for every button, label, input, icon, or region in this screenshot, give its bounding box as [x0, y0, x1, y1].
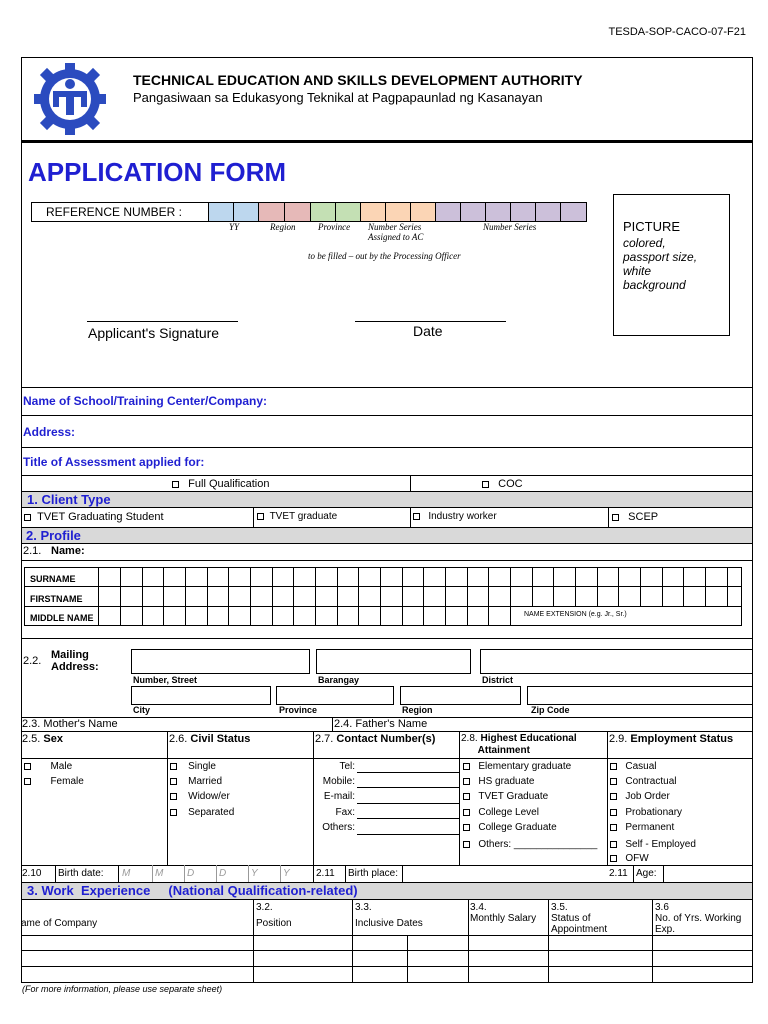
contact-fax-input[interactable]	[357, 818, 459, 819]
firstname-label: FIRSTNAME	[30, 594, 83, 604]
profile-title: 2. Profile	[26, 528, 81, 543]
address-zip-label: Zip Code	[531, 705, 570, 715]
work-col-salary-num: 3.4.	[470, 902, 487, 913]
name-grid-divider	[510, 606, 511, 626]
checkbox-icon[interactable]	[463, 793, 470, 800]
sex-female[interactable]	[24, 776, 84, 787]
contact-email-label: E-mail:	[323, 791, 355, 802]
divider	[167, 731, 168, 865]
checkbox-icon[interactable]	[170, 778, 177, 785]
client-industry-worker[interactable]	[413, 511, 497, 522]
contact-fax-label: Fax:	[335, 807, 355, 818]
divider	[24, 586, 742, 587]
birthplace-input[interactable]	[403, 866, 606, 881]
work-col-position: Position	[256, 918, 292, 929]
checkbox-icon[interactable]	[463, 824, 470, 831]
mailing-num: 2.2.	[23, 655, 42, 667]
picture-title: PICTURE	[623, 219, 681, 234]
name-grid-divider	[185, 606, 186, 626]
address-district-input[interactable]	[480, 649, 753, 674]
client-type-title: 1. Client Type	[27, 492, 111, 507]
edu-option-label: Elementary graduate	[478, 761, 572, 772]
profile-bar	[21, 527, 753, 544]
divider	[21, 966, 753, 967]
form-code: TESDA-SOP-CACO-07-F21	[608, 26, 746, 38]
work-col-salary: Monthly Salary	[470, 913, 537, 924]
address-barangay-label: Barangay	[318, 675, 360, 685]
address-province-label: Province	[279, 705, 318, 715]
checkbox-icon[interactable]	[610, 855, 617, 862]
divider	[21, 447, 753, 448]
assessment-coc[interactable]	[482, 478, 523, 490]
checkbox-icon[interactable]	[463, 809, 470, 816]
name-label-text: Name	[51, 545, 81, 557]
footer-note: (For more information, please use separate sheet)	[22, 984, 223, 994]
civil-option-label: Widow/er	[188, 791, 230, 802]
name-grid-divider	[98, 567, 99, 607]
education-header	[461, 733, 577, 757]
name-grid-divider	[250, 606, 251, 626]
work-col-company: ame of Company	[21, 918, 98, 929]
address-city-label: City	[133, 705, 151, 715]
name-grid-divider	[402, 567, 403, 607]
signature-label: Applicant's Signature	[88, 325, 220, 341]
page-title: APPLICATION FORM	[28, 157, 287, 187]
name-grid-divider	[337, 567, 338, 607]
name-grid-divider	[445, 567, 446, 607]
address-label: Address:	[23, 425, 76, 439]
picture-desc-1: colored,	[623, 236, 666, 250]
name-grid-divider	[228, 606, 229, 626]
name-grid-divider	[250, 567, 251, 607]
name-grid-divider	[272, 606, 273, 626]
edu-option-label: College Graduate	[478, 822, 557, 833]
emp-label: Employment Status	[630, 733, 734, 745]
address-street-input[interactable]	[131, 649, 310, 674]
employment-header	[609, 733, 733, 745]
reference-number-cells[interactable]	[208, 203, 586, 221]
address-barangay-input[interactable]	[316, 649, 471, 674]
divider	[345, 865, 346, 882]
birthdate-placeholder: M	[155, 868, 164, 879]
emp-ofw[interactable]	[610, 853, 649, 864]
checkbox-icon[interactable]	[463, 841, 470, 848]
client-tvet-graduating[interactable]	[24, 511, 164, 523]
birthdate-divider	[152, 865, 153, 882]
contact-header	[315, 733, 435, 745]
checkbox-icon[interactable]	[172, 481, 179, 488]
name-grid-divider	[380, 567, 381, 607]
birthplace-num: 2.11	[316, 868, 335, 879]
client-type-label: TVET Graduating Student	[37, 511, 164, 523]
name-grid-divider	[315, 606, 316, 626]
checkbox-icon[interactable]	[170, 763, 177, 770]
name-grid-divider	[293, 606, 294, 626]
divider	[607, 731, 608, 865]
tesda-gear-logo-icon	[28, 60, 112, 138]
checkbox-icon[interactable]	[610, 824, 617, 831]
civil-option-label: Married	[188, 776, 223, 787]
name-grid-divider	[380, 606, 381, 626]
name-grid-divider	[618, 567, 619, 607]
divider	[253, 900, 254, 982]
ref-seg-number-series-ac: Number Series Assigned to AC	[368, 222, 424, 242]
emp-option-label: OFW	[625, 853, 649, 864]
reference-number-label: REFERENCE NUMBER :	[46, 205, 183, 219]
name-grid-divider	[293, 567, 294, 607]
edu-college-graduate[interactable]	[463, 822, 557, 833]
edu-others[interactable]	[463, 839, 597, 850]
mailing-label-2: Address	[51, 661, 96, 673]
civil-married[interactable]	[170, 776, 222, 787]
work-col-status-num: 3.5.	[551, 902, 568, 913]
checkbox-icon[interactable]	[24, 763, 31, 770]
edu-label-2: Attainment	[477, 745, 530, 756]
edu-option-label: College Level	[478, 807, 539, 818]
client-tvet-graduate[interactable]	[257, 511, 337, 522]
contact-mobile-input[interactable]	[357, 787, 459, 788]
divider	[21, 731, 753, 732]
date-line[interactable]	[355, 321, 506, 322]
name-grid-divider	[337, 606, 338, 626]
checkbox-icon[interactable]	[463, 763, 470, 770]
checkbox-icon[interactable]	[257, 513, 264, 520]
client-type-bar	[21, 491, 753, 508]
client-type-label: SCEP	[628, 511, 659, 523]
birthdate-placeholder: Y	[283, 868, 290, 879]
address-province-input[interactable]	[276, 686, 394, 705]
contact-tel-input[interactable]	[357, 772, 459, 773]
emp-option-label: Casual	[625, 761, 657, 772]
divider	[21, 950, 753, 951]
ref-seg-province: Province	[318, 222, 351, 232]
assessment-full-qualification[interactable]	[172, 478, 270, 490]
address-district-label: District	[482, 675, 514, 685]
contact-others-label: Others:	[322, 822, 355, 833]
assessment-label: Title of Assessment applied for:	[23, 455, 205, 469]
edu-label-1: Highest Educational	[480, 733, 577, 744]
civil-widow[interactable]	[170, 791, 230, 802]
birthdate-divider	[280, 865, 281, 882]
work-col-years: No. of Yrs. Working Exp.	[655, 913, 742, 935]
name-grid-divider	[445, 606, 446, 626]
edu-tvet[interactable]	[463, 791, 548, 802]
contact-email-input[interactable]	[357, 803, 459, 804]
name-grid-divider	[185, 567, 186, 607]
name-extension-label: NAME EXTENSION (e.g. Jr., Sr.)	[524, 611, 627, 618]
picture-desc-4: background	[623, 278, 686, 292]
birthdate-num: 2.10	[22, 868, 42, 879]
checkbox-icon[interactable]	[170, 793, 177, 800]
contact-tel-label: Tel:	[339, 761, 355, 772]
name-grid-divider	[510, 567, 511, 607]
mailing-label: Address:	[51, 661, 99, 673]
edu-num: 2.8.	[461, 733, 478, 744]
picture-desc-2: passport size,	[623, 250, 698, 264]
divider	[410, 508, 411, 527]
checkbox-icon[interactable]	[170, 809, 177, 816]
work-experience-title: 3. Work Experience (National Qualification-related)	[27, 883, 358, 898]
work-col-dates: Inclusive Dates	[355, 918, 423, 929]
name-grid-divider	[488, 567, 489, 607]
school-label: Name of School/Training Center/Company:	[23, 394, 268, 408]
name-grid-divider	[98, 606, 99, 626]
work-col-years-num: 3.6	[655, 902, 669, 913]
birthdate-divider	[216, 865, 217, 882]
name-grid-divider	[228, 567, 229, 607]
birthplace-label: Birth place:	[348, 868, 399, 879]
birthdate-label: Birth date:	[58, 868, 104, 879]
name-grid-divider	[705, 567, 706, 607]
name-grid-divider	[163, 606, 164, 626]
birthdate-placeholder: D	[219, 868, 227, 879]
signature-line[interactable]	[87, 321, 238, 322]
divider	[459, 731, 460, 865]
emp-option-label: Self - Employed	[625, 839, 696, 850]
civil-option-label: Single	[188, 761, 216, 772]
checkbox-icon[interactable]	[610, 809, 617, 816]
ref-seg-yy: YY	[229, 222, 240, 232]
name-grid-divider	[358, 606, 359, 626]
name-grid-divider	[553, 567, 554, 607]
client-type-label: Industry worker	[428, 511, 497, 522]
civil-option-label: Separated	[188, 807, 235, 818]
age-num: 2.11	[609, 868, 628, 879]
checkbox-icon[interactable]	[24, 514, 31, 521]
sex-header	[22, 733, 63, 745]
divider	[633, 865, 634, 882]
checkbox-icon[interactable]	[610, 793, 617, 800]
emp-option-label: Contractual	[625, 776, 677, 787]
address-city-input[interactable]	[131, 686, 271, 705]
name-grid-divider	[727, 567, 728, 607]
checkbox-icon[interactable]	[482, 481, 489, 488]
divider	[468, 900, 469, 982]
sex-label: Sex	[43, 733, 63, 745]
divider	[352, 900, 353, 982]
name-grid-divider	[467, 606, 468, 626]
name-grid-divider	[402, 606, 403, 626]
reference-note: to be filled – out by the Processing Officer	[308, 251, 461, 261]
divider	[21, 935, 753, 936]
emp-option-label: Permanent	[625, 822, 675, 833]
divider	[652, 900, 653, 982]
civil-header	[169, 733, 250, 745]
header-divider	[21, 140, 753, 143]
birthdate-divider	[184, 865, 185, 882]
name-grid-divider	[120, 606, 121, 626]
assessment-option-label: Full Qualification	[188, 478, 270, 490]
work-col-dates-num: 3.3.	[355, 902, 372, 913]
name-grid-divider	[358, 567, 359, 607]
checkbox-icon[interactable]	[463, 778, 470, 785]
emp-casual[interactable]	[610, 761, 656, 772]
contact-label: Contact Number(s)	[336, 733, 436, 745]
address-region-label: Region	[402, 705, 433, 715]
civil-label: Civil Status	[190, 733, 251, 745]
emp-probationary[interactable]	[610, 807, 682, 818]
emp-num: 2.9.	[609, 733, 628, 745]
divider	[21, 387, 753, 388]
birthdate-placeholder: D	[187, 868, 195, 879]
name-grid-divider	[640, 567, 641, 607]
name-grid-divider	[207, 606, 208, 626]
name-grid-divider	[532, 567, 533, 607]
work-col-status: Status of Appointment	[551, 913, 608, 935]
divider	[332, 717, 333, 731]
father-name-label[interactable]: 2.4. Father's Name	[334, 718, 428, 730]
edu-college-level[interactable]	[463, 807, 539, 818]
name-grid-divider	[423, 567, 424, 607]
surname-label: SURNAME	[30, 574, 76, 584]
sex-option-label: Male	[50, 761, 73, 772]
name-grid-divider	[142, 567, 143, 607]
birthdate-placeholder: M	[122, 868, 131, 879]
civil-single[interactable]	[170, 761, 216, 772]
name-num: 2.1.	[23, 545, 42, 557]
work-col-position-num: 3.2.	[256, 902, 273, 913]
emp-job-order[interactable]	[610, 791, 670, 802]
picture-desc-3: white	[623, 264, 652, 278]
name-grid-divider	[488, 606, 489, 626]
divider	[410, 475, 411, 491]
name-grid-divider	[163, 567, 164, 607]
edu-hs[interactable]	[463, 776, 535, 787]
civil-num: 2.6.	[169, 733, 188, 745]
checkbox-icon[interactable]	[413, 513, 420, 520]
divider	[55, 865, 56, 882]
contact-num: 2.7.	[315, 733, 334, 745]
checkbox-icon[interactable]	[24, 778, 31, 785]
edu-option-label: HS graduate	[478, 776, 535, 787]
divider	[21, 865, 753, 866]
name-grid-divider	[207, 567, 208, 607]
name-grid-divider	[120, 567, 121, 607]
name-grid-divider	[683, 567, 684, 607]
name-grid-divider	[272, 567, 273, 607]
name-grid-divider	[662, 567, 663, 607]
edu-option-label: Others: _______________	[478, 839, 598, 850]
checkbox-icon[interactable]	[610, 763, 617, 770]
divider	[21, 415, 753, 416]
emp-option-label: Probationary	[625, 807, 683, 818]
assessment-option-label: COC	[498, 478, 523, 490]
birthdate-divider	[313, 865, 314, 882]
civil-separated[interactable]	[170, 807, 234, 818]
divider	[548, 900, 549, 982]
mailing-label-1: Mailing	[51, 649, 89, 661]
address-region-input[interactable]	[400, 686, 521, 705]
emp-permanent[interactable]	[610, 822, 674, 833]
checkbox-icon[interactable]	[610, 841, 617, 848]
sex-num: 2.5.	[22, 733, 41, 745]
divider	[21, 758, 753, 759]
address-zip-input[interactable]	[527, 686, 753, 705]
emp-contractual[interactable]	[610, 776, 676, 787]
name-grid-divider	[597, 567, 598, 607]
client-type-label: TVET graduate	[269, 511, 338, 522]
name-grid-divider	[575, 567, 576, 607]
middlename-label: MIDDLE NAME	[30, 613, 94, 623]
divider	[21, 638, 753, 639]
name-label: Name:	[51, 545, 85, 557]
divider	[407, 935, 408, 982]
name-grid-divider	[423, 606, 424, 626]
birthdate-divider	[248, 865, 249, 882]
age-label: Age:	[636, 868, 657, 879]
client-scep[interactable]	[612, 511, 658, 523]
divider	[118, 865, 119, 882]
checkbox-icon[interactable]	[612, 514, 619, 521]
ref-seg-number-series: Number Series	[483, 222, 537, 232]
contact-others-input[interactable]	[357, 834, 459, 835]
edu-elementary[interactable]	[463, 761, 571, 772]
divider	[21, 475, 753, 476]
checkbox-icon[interactable]	[610, 778, 617, 785]
emp-self-employed[interactable]	[610, 839, 696, 850]
contact-mobile-label: Mobile:	[322, 776, 355, 787]
org-name: TECHNICAL EDUCATION AND SKILLS DEVELOPMENT AUTHORITY	[133, 72, 583, 88]
edu-option-label: TVET Graduate	[478, 791, 549, 802]
divider	[21, 560, 753, 561]
date-label: Date	[413, 323, 443, 339]
mother-name-label[interactable]: 2.3. Mother's Name	[22, 718, 118, 730]
divider	[608, 508, 609, 527]
org-name-local: Pangasiwaan sa Edukasyong Teknikal at Pagpapaunlad ng Kasanayan	[133, 90, 543, 105]
name-grid-divider	[467, 567, 468, 607]
emp-option-label: Job Order	[625, 791, 670, 802]
ref-seg-region: Region	[270, 222, 296, 232]
age-input[interactable]	[664, 866, 752, 881]
birthdate-placeholder: Y	[251, 868, 258, 879]
name-grid-divider	[142, 606, 143, 626]
name-grid-divider	[315, 567, 316, 607]
sex-option-label: Female	[50, 776, 84, 787]
divider	[253, 508, 254, 527]
address-street-label: Number, Street	[133, 675, 198, 685]
sex-male[interactable]	[24, 761, 72, 772]
